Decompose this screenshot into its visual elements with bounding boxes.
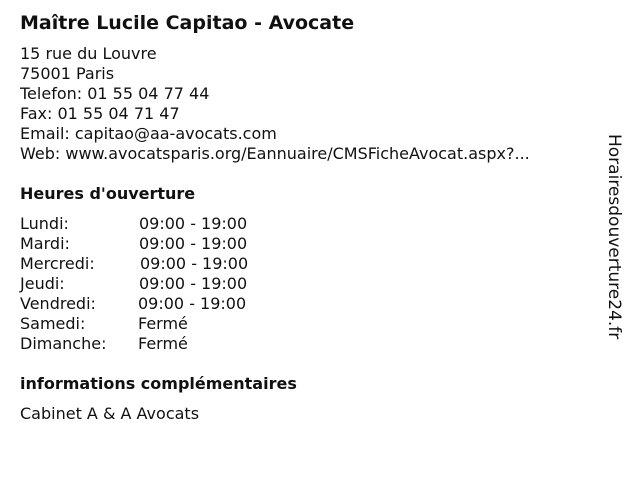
address-city: 75001 Paris (20, 64, 115, 83)
hours-row-thursday (20, 274, 420, 294)
additional-info-heading: informations complémentaires (20, 374, 297, 393)
opening-hours-heading: Heures d'ouverture (20, 184, 196, 203)
day-hours: 09:00 - 19:00 (138, 294, 247, 313)
hours-row-wednesday (20, 254, 420, 274)
day-label: Mercredi: (20, 254, 95, 273)
page-title: Maître Lucile Capitao - Avocate (20, 12, 355, 34)
day-label: Samedi: (20, 314, 86, 333)
day-hours: 09:00 - 19:00 (139, 274, 248, 293)
fax-number: Fax: 01 55 04 71 47 (20, 104, 180, 123)
website-link[interactable]: Web: www.avocatsparis.org/Eannuaire/CMSFicheAvocat.aspx?... (20, 144, 530, 163)
hours-row-monday (20, 214, 420, 234)
additional-info-text: Cabinet A & A Avocats (20, 404, 200, 423)
day-hours: Fermé (138, 334, 188, 353)
site-watermark: Horairesdouverture24.fr (604, 134, 624, 340)
hours-row-tuesday (20, 234, 420, 254)
day-label: Dimanche: (20, 334, 107, 353)
day-hours: 09:00 - 19:00 (139, 214, 248, 233)
hours-row-friday (20, 294, 420, 314)
opening-hours-list (20, 214, 420, 354)
day-label: Mardi: (20, 234, 70, 253)
day-hours: 09:00 - 19:00 (140, 254, 249, 273)
contact-block (20, 44, 530, 164)
hours-row-saturday (20, 314, 420, 334)
hours-row-sunday (20, 334, 420, 354)
day-hours: 09:00 - 19:00 (139, 234, 248, 253)
day-label: Vendredi: (20, 294, 96, 313)
phone-number[interactable]: Telefon: 01 55 04 77 44 (20, 84, 210, 103)
day-label: Jeudi: (20, 274, 65, 293)
day-label: Lundi: (20, 214, 69, 233)
day-hours: Fermé (138, 314, 188, 333)
email-link[interactable]: Email: capitao@aa-avocats.com (20, 124, 277, 143)
address-street: 15 rue du Louvre (20, 44, 157, 63)
